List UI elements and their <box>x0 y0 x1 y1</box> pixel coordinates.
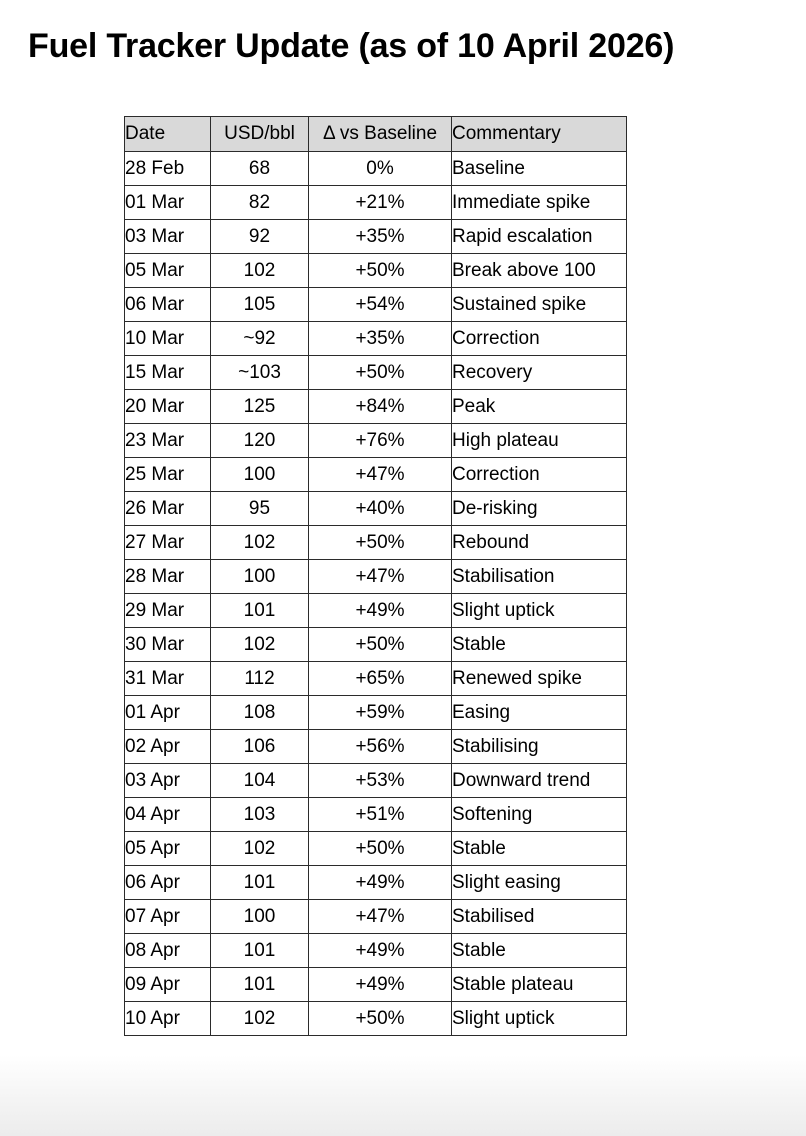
cell-usd-bbl: 95 <box>211 492 309 526</box>
cell-commentary: Stable <box>452 934 627 968</box>
cell-date: 01 Apr <box>125 696 211 730</box>
cell-commentary: Stable plateau <box>452 968 627 1002</box>
cell-usd-bbl: 125 <box>211 390 309 424</box>
cell-commentary: Immediate spike <box>452 186 627 220</box>
cell-commentary: Softening <box>452 798 627 832</box>
cell-date: 31 Mar <box>125 662 211 696</box>
table-row <box>125 1002 627 1036</box>
cell-delta-vs-baseline: +50% <box>309 628 452 662</box>
cell-delta-vs-baseline: +49% <box>309 934 452 968</box>
table-row <box>125 390 627 424</box>
table-row <box>125 356 627 390</box>
cell-usd-bbl: ~103 <box>211 356 309 390</box>
table-row <box>125 288 627 322</box>
cell-date: 10 Apr <box>125 1002 211 1036</box>
table-row <box>125 220 627 254</box>
cell-commentary: Stabilisation <box>452 560 627 594</box>
table-row <box>125 526 627 560</box>
cell-date: 28 Feb <box>125 152 211 186</box>
table-row <box>125 798 627 832</box>
cell-usd-bbl: 112 <box>211 662 309 696</box>
cell-date: 06 Mar <box>125 288 211 322</box>
cell-commentary: Rapid escalation <box>452 220 627 254</box>
cell-date: 27 Mar <box>125 526 211 560</box>
cell-usd-bbl: 101 <box>211 968 309 1002</box>
cell-usd-bbl: 92 <box>211 220 309 254</box>
cell-date: 10 Mar <box>125 322 211 356</box>
cell-commentary: Slight uptick <box>452 594 627 628</box>
table-row <box>125 186 627 220</box>
cell-delta-vs-baseline: +54% <box>309 288 452 322</box>
table-row <box>125 662 627 696</box>
cell-date: 03 Apr <box>125 764 211 798</box>
cell-commentary: Correction <box>452 458 627 492</box>
cell-usd-bbl: 101 <box>211 866 309 900</box>
cell-date: 09 Apr <box>125 968 211 1002</box>
column-header-commentary: Commentary <box>452 117 627 152</box>
cell-usd-bbl: 105 <box>211 288 309 322</box>
cell-date: 30 Mar <box>125 628 211 662</box>
cell-commentary: Stabilising <box>452 730 627 764</box>
cell-commentary: Stable <box>452 832 627 866</box>
cell-date: 01 Mar <box>125 186 211 220</box>
cell-delta-vs-baseline: +40% <box>309 492 452 526</box>
cell-delta-vs-baseline: +53% <box>309 764 452 798</box>
cell-commentary: Correction <box>452 322 627 356</box>
table-row <box>125 866 627 900</box>
cell-date: 03 Mar <box>125 220 211 254</box>
table-row <box>125 424 627 458</box>
cell-usd-bbl: 100 <box>211 560 309 594</box>
table-body <box>125 152 627 1036</box>
cell-delta-vs-baseline: +47% <box>309 458 452 492</box>
cell-commentary: Recovery <box>452 356 627 390</box>
cell-usd-bbl: 100 <box>211 900 309 934</box>
cell-delta-vs-baseline: +50% <box>309 254 452 288</box>
cell-commentary: Baseline <box>452 152 627 186</box>
cell-delta-vs-baseline: +59% <box>309 696 452 730</box>
cell-usd-bbl: 102 <box>211 832 309 866</box>
cell-usd-bbl: 102 <box>211 1002 309 1036</box>
cell-usd-bbl: 102 <box>211 254 309 288</box>
cell-usd-bbl: 102 <box>211 526 309 560</box>
cell-commentary: Downward trend <box>452 764 627 798</box>
table-row <box>125 152 627 186</box>
cell-commentary: Stable <box>452 628 627 662</box>
column-header-date: Date <box>125 117 211 152</box>
cell-commentary: Stabilised <box>452 900 627 934</box>
cell-usd-bbl: 108 <box>211 696 309 730</box>
cell-usd-bbl: 101 <box>211 934 309 968</box>
column-header-usd-bbl: USD/bbl <box>211 117 309 152</box>
table-header-row <box>125 117 627 152</box>
fuel-tracker-table <box>124 116 627 1036</box>
cell-delta-vs-baseline: +47% <box>309 900 452 934</box>
cell-usd-bbl: 106 <box>211 730 309 764</box>
cell-usd-bbl: 101 <box>211 594 309 628</box>
cell-date: 25 Mar <box>125 458 211 492</box>
cell-delta-vs-baseline: +49% <box>309 866 452 900</box>
table-row <box>125 900 627 934</box>
table-row <box>125 832 627 866</box>
cell-usd-bbl: 100 <box>211 458 309 492</box>
cell-commentary: Easing <box>452 696 627 730</box>
cell-delta-vs-baseline: +35% <box>309 220 452 254</box>
cell-commentary: Slight easing <box>452 866 627 900</box>
cell-date: 20 Mar <box>125 390 211 424</box>
cell-delta-vs-baseline: +65% <box>309 662 452 696</box>
table-row <box>125 730 627 764</box>
cell-date: 28 Mar <box>125 560 211 594</box>
column-header-delta-vs-baseline: Δ vs Baseline <box>309 117 452 152</box>
cell-date: 07 Apr <box>125 900 211 934</box>
cell-date: 02 Apr <box>125 730 211 764</box>
cell-usd-bbl: 82 <box>211 186 309 220</box>
cell-date: 05 Mar <box>125 254 211 288</box>
table-row <box>125 696 627 730</box>
cell-delta-vs-baseline: +50% <box>309 356 452 390</box>
cell-date: 23 Mar <box>125 424 211 458</box>
table-row <box>125 968 627 1002</box>
cell-delta-vs-baseline: +84% <box>309 390 452 424</box>
table-row <box>125 322 627 356</box>
table-row <box>125 254 627 288</box>
cell-usd-bbl: 104 <box>211 764 309 798</box>
cell-delta-vs-baseline: +50% <box>309 832 452 866</box>
cell-date: 29 Mar <box>125 594 211 628</box>
table-row <box>125 560 627 594</box>
table-row <box>125 764 627 798</box>
table-row <box>125 458 627 492</box>
cell-commentary: Renewed spike <box>452 662 627 696</box>
cell-commentary: Slight uptick <box>452 1002 627 1036</box>
cell-delta-vs-baseline: +21% <box>309 186 452 220</box>
cell-date: 05 Apr <box>125 832 211 866</box>
table-row <box>125 934 627 968</box>
cell-delta-vs-baseline: +35% <box>309 322 452 356</box>
cell-commentary: Rebound <box>452 526 627 560</box>
cell-date: 15 Mar <box>125 356 211 390</box>
cell-usd-bbl: ~92 <box>211 322 309 356</box>
cell-commentary: High plateau <box>452 424 627 458</box>
cell-delta-vs-baseline: +56% <box>309 730 452 764</box>
cell-commentary: Break above 100 <box>452 254 627 288</box>
cell-delta-vs-baseline: +50% <box>309 526 452 560</box>
cell-usd-bbl: 102 <box>211 628 309 662</box>
cell-commentary: Peak <box>452 390 627 424</box>
table-row <box>125 594 627 628</box>
cell-date: 04 Apr <box>125 798 211 832</box>
cell-delta-vs-baseline: 0% <box>309 152 452 186</box>
cell-date: 26 Mar <box>125 492 211 526</box>
cell-usd-bbl: 103 <box>211 798 309 832</box>
page-title: Fuel Tracker Update (as of 10 April 2026) <box>28 27 675 65</box>
cell-delta-vs-baseline: +49% <box>309 968 452 1002</box>
cell-date: 08 Apr <box>125 934 211 968</box>
cell-commentary: De-risking <box>452 492 627 526</box>
cell-usd-bbl: 120 <box>211 424 309 458</box>
cell-delta-vs-baseline: +50% <box>309 1002 452 1036</box>
table-row <box>125 492 627 526</box>
cell-delta-vs-baseline: +51% <box>309 798 452 832</box>
cell-delta-vs-baseline: +76% <box>309 424 452 458</box>
cell-usd-bbl: 68 <box>211 152 309 186</box>
cell-commentary: Sustained spike <box>452 288 627 322</box>
cell-delta-vs-baseline: +47% <box>309 560 452 594</box>
cell-date: 06 Apr <box>125 866 211 900</box>
table-row <box>125 628 627 662</box>
cell-delta-vs-baseline: +49% <box>309 594 452 628</box>
